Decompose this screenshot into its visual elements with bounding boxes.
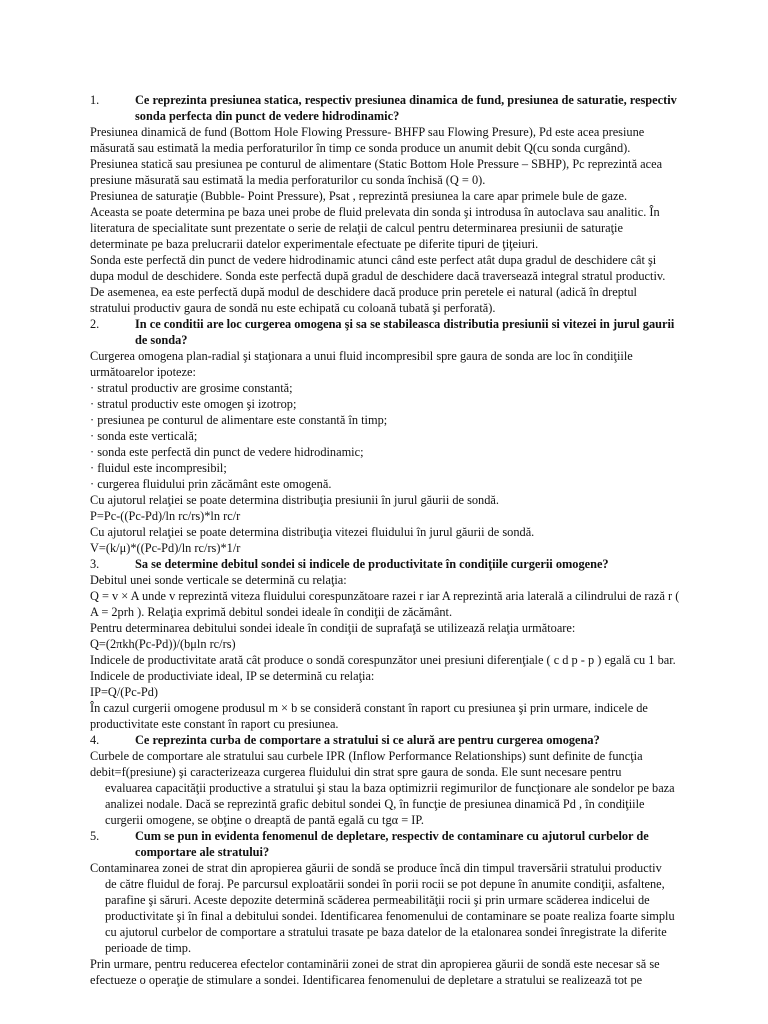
question-3 — [90, 556, 680, 572]
question-number: 3. — [90, 557, 100, 571]
question-text: Ce reprezinta presiunea statica, respectiv presiunea dinamica de fund, presiunea de saturatie, respectiv sonda perfecta din punct de vedere hidrodinamic? — [135, 93, 677, 123]
question-number: 5. — [90, 829, 100, 843]
paragraph: Debitul unei sonde verticale se determină cu relaţia: — [90, 573, 347, 587]
paragraph: Prin urmare, pentru reducerea efectelor contaminării zonei de strat din apropierea găurii de sondă este necesar să se efectueze o operaţie de stimulare a sondei. Identificarea fenomenului de depletare a stratului se realizează tot pe — [90, 957, 660, 987]
paragraph: Curgerea omogena plan-radial şi staţionara a unui fluid incompresibil spre gaura de sonda are loc în condiţiile următoarelor ipoteze: — [90, 349, 633, 379]
paragraph: Presiunea statică sau presiunea pe conturul de alimentare (Static Bottom Hole Pressure – SBHP), Pc reprezintă acea presiune măsurată sau estimată la media perforaturilor cu sonda închisă (Q = 0). — [90, 157, 663, 187]
question-1 — [90, 92, 680, 124]
paragraph: Pentru determinarea debitului sondei ideale în condiţii de suprafaţă se utilizează relaţia următoare: — [90, 621, 576, 635]
document-body — [90, 92, 680, 988]
paragraph: Indicele de productivitate arată cât produce o sondă corespunzător unei presiuni diferenţiale ( c d p - p ) egală cu 1 bar. Indicele de productiviate ideal, IP se determină cu relaţia: — [90, 653, 676, 683]
question-number: 2. — [90, 317, 100, 331]
paragraph: Q = v × A unde v reprezintă viteza fluidului corespunzătoare razei r iar A reprezintă aria laterală a cilindrului de rază r ( A = 2prh ). Relaţia exprimă debitul sondei ideale în condiţii de zăcământ. — [90, 589, 680, 619]
question-4 — [90, 732, 680, 748]
paragraph: Cu ajutorul relaţiei se poate determina distribuţia vitezei fluidului în jurul găurii de sondă. — [90, 525, 535, 539]
bullet-item: · stratul productiv are grosime constantă; — [90, 381, 293, 395]
question-text: Ce reprezinta curba de comportare a stratului si ce alură are pentru curgerea omogena? — [135, 733, 600, 747]
bullet-item: · presiunea pe conturul de alimentare este constantă în timp; — [90, 413, 388, 427]
indented-paragraph: evaluarea capacităţii productive a stratului şi stau la baza optimizrii regimurilor de funcţionare ale sondelor pe baza analizei nodale. Dacă se reprezintă grafic debitul sondei Q, în funcţie de presiunea dinamică Pd , în condiţiile curgerii omogene, se obţine o dreaptă de pantă egală cu tgα = IP. — [105, 781, 675, 827]
paragraph: Aceasta se poate determina pe baza unei probe de fluid prelevata din sonda şi introdusa în autoclava sau analitic. În literatura de specialitate sunt prezentate o serie de relaţii de calcul pentru determinarea presiunii de saturaţie determinate pe baza prelucrarii datelor experimentale efectuate pe diferite tipuri de ţiţeiuri. — [90, 205, 660, 251]
question-number: 4. — [90, 733, 100, 747]
bullet-item: · fluidul este incompresibil; — [90, 461, 227, 475]
paragraph: Curbele de comportare ale stratului sau curbele IPR (Inflow Performance Relationships) sunt definite de funcţia debit=f(presiune) şi caracterizeaza curgerea fluidului din strat spre gaura de sonda. Ele sunt necesare pentru — [90, 749, 643, 779]
paragraph: În cazul curgerii omogene produsul m × b se consideră constant în raport cu presiunea şi prin urmare, indicele de productivitate este constant în raport cu presiunea. — [90, 701, 648, 731]
formula-velocity: V=(k/μ)*((Pc-Pd)/ln rc/rs)*1/r — [90, 541, 241, 555]
bullet-item: · stratul productiv este omogen şi izotrop; — [90, 397, 297, 411]
paragraph: Contaminarea zonei de strat din apropierea găurii de sondă se produce încă din timpul traversării stratului productiv — [90, 861, 662, 875]
question-text: In ce conditii are loc curgerea omogena şi sa se stabileasca distributia presiunii si vitezei in jurul gaurii de sonda? — [135, 317, 675, 347]
bullet-item: · sonda este verticală; — [90, 429, 198, 443]
bullet-item: · curgerea fluidului prin zăcământ este omogenă. — [90, 477, 332, 491]
question-text: Cum se pun in evidenta fenomenul de depletare, respectiv de contaminare cu ajutorul curbelor de comportare ale stratului? — [135, 829, 649, 859]
question-text: Sa se determine debitul sondei si indicele de productivitate în condiţiile curgerii omogene? — [135, 557, 609, 571]
paragraph: Cu ajutorul relaţiei se poate determina distribuţia presiunii în jurul găurii de sondă. — [90, 493, 499, 507]
formula-flow-rate: Q=(2πkh(Pc-Pd))/(bμln rc/rs) — [90, 637, 236, 651]
question-2 — [90, 316, 680, 348]
indented-paragraph: de către fluidul de foraj. Pe parcursul exploatării sondei în porii rocii se pot depune în anumite condiţii, asfaltene, parafine şi săruri. Aceste depozite determină scăderea permeabilităţii rocii şi prin urmare scăderea indicelui de productivitate şi în final a debitului sondei. Identificarea fenomenului de contaminare se poate realiza foarte simplu cu ajutorul curbelor de comportare a stratului trasate pe baza datelor de la etalonarea sondei înregistrate la diferite perioade de timp. — [105, 877, 675, 955]
paragraph: Presiunea de saturaţie (Bubble- Point Pressure), Psat , reprezintă presiunea la care apar primele bule de gaze. — [90, 189, 628, 203]
question-5 — [90, 828, 680, 860]
paragraph: Sonda este perfectă din punct de vedere hidrodinamic atunci când este perfect atât dupa gradul de deschidere cât şi dupa modul de deschidere. Sonda este perfectă după gradul de deschidere dacă traversează integral stratul productiv. De asemenea, ea este perfectă după modul de deschidere dacă produce prin peretele ei natural (adică în dreptul stratului productiv gaura de sondă nu este echipată cu coloană tubată şi perforată). — [90, 253, 666, 315]
bullet-item: · sonda este perfectă din punct de vedere hidrodinamic; — [90, 445, 364, 459]
formula-productivity-index: IP=Q/(Pc-Pd) — [90, 685, 158, 699]
question-number: 1. — [90, 93, 100, 107]
paragraph: Presiunea dinamică de fund (Bottom Hole Flowing Pressure- BHFP sau Flowing Presure), Pd este acea presiune măsurată sau estimată la media perforaturilor în timp ce sonda produce un anumit debit Q(cu sonda curgând). — [90, 125, 645, 155]
formula-pressure: P=Pc-((Pc-Pd)/ln rc/rs)*ln rc/r — [90, 509, 241, 523]
